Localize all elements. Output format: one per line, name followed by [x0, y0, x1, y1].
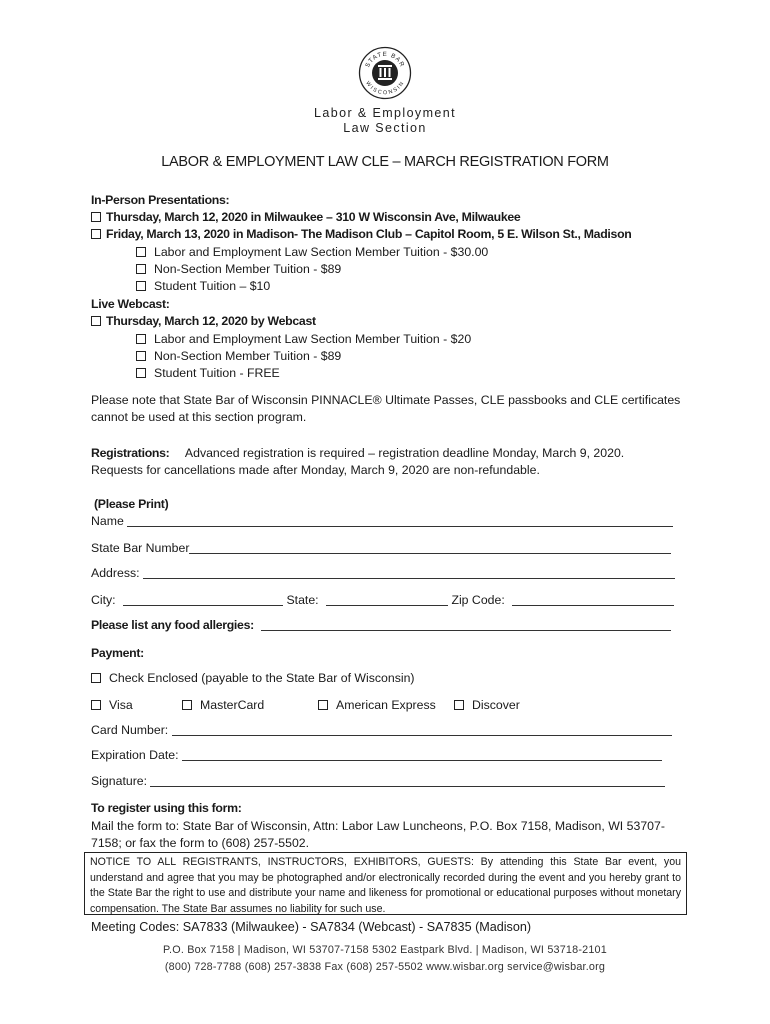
checkbox[interactable] [91, 212, 101, 222]
note-line2: cannot be used at this section program. [91, 410, 307, 424]
name-input-line[interactable] [127, 514, 673, 527]
card-discover-option[interactable]: Discover [454, 697, 520, 714]
zip-input-line[interactable] [512, 593, 674, 606]
tuition-non-member[interactable]: Non-Section Member Tuition - $89 [136, 261, 341, 278]
footer-contact: (800) 728-7788 (608) 257-3838 Fax (608) 257-5502 www.wisbar.org service@wisbar.org [164, 961, 606, 973]
register-heading: To register using this form: [91, 801, 242, 815]
card-number-input-line[interactable] [172, 723, 672, 736]
card-visa-option[interactable]: Visa [91, 697, 133, 714]
checkbox[interactable] [136, 247, 146, 257]
meeting-codes: Meeting Codes: SA7833 (Milwaukee) - SA7834 (Webcast) - SA7835 (Madison) [91, 920, 532, 934]
webcast-tuition-non-member[interactable]: Non-Section Member Tuition - $89 [136, 348, 341, 365]
state-bar-seal-logo [358, 46, 412, 100]
register-line2: 7158; or fax the form to (608) 257-5502. [91, 836, 310, 850]
checkbox[interactable] [136, 368, 146, 378]
checkbox[interactable] [91, 229, 101, 239]
register-line1: Mail the form to: State Bar of Wisconsin, Attn: Labor Law Luncheons, P.O. Box 7158, Madison, WI 53707- [91, 819, 665, 833]
page-title: LABOR & EMPLOYMENT LAW CLE – MARCH REGISTRATION FORM [161, 154, 609, 170]
checkbox[interactable] [136, 351, 146, 361]
note-line1: Please note that State Bar of Wisconsin PINNACLE® Ultimate Passes, CLE passbooks and CLE certificates [91, 393, 681, 407]
card-number-field[interactable]: Card Number: [91, 723, 672, 737]
checkbox[interactable] [91, 316, 101, 326]
payment-heading: Payment: [91, 646, 144, 660]
expiration-date-field[interactable]: Expiration Date: [91, 748, 662, 762]
state-bar-number-field[interactable]: State Bar Number [91, 541, 671, 555]
state-input-line[interactable] [326, 593, 448, 606]
checkbox[interactable] [318, 700, 328, 710]
tuition-student[interactable]: Student Tuition – $10 [136, 278, 270, 295]
food-allergies-input-line[interactable] [261, 618, 671, 631]
webcast-tuition-member[interactable]: Labor and Employment Law Section Member Tuition - $20 [136, 331, 471, 348]
session-webcast[interactable]: Thursday, March 12, 2020 by Webcast [91, 313, 316, 330]
food-allergies-field[interactable]: Please list any food allergies: [91, 618, 671, 632]
footer-address: P.O. Box 7158 | Madison, WI 53707-7158 5302 Eastpark Blvd. | Madison, WI 53718-2101 [163, 944, 607, 956]
state-bar-number-input-line[interactable] [189, 541, 671, 554]
checkbox[interactable] [136, 281, 146, 291]
in-person-heading: In-Person Presentations: [91, 193, 230, 207]
city-input-line[interactable] [123, 593, 283, 606]
checkbox[interactable] [136, 334, 146, 344]
checkbox[interactable] [182, 700, 192, 710]
checkbox[interactable] [91, 700, 101, 710]
registrations-label: Registrations: [91, 446, 170, 460]
webcast-heading: Live Webcast: [91, 297, 170, 311]
name-field[interactable]: Name [91, 514, 673, 528]
webcast-tuition-student[interactable]: Student Tuition - FREE [136, 365, 280, 382]
city-state-zip-row: City: State: Zip Code: [91, 593, 674, 607]
seal-text-top: STATE BAR [364, 50, 406, 69]
tuition-member[interactable]: Labor and Employment Law Section Member Tuition - $30.00 [136, 244, 488, 261]
session-milwaukee[interactable]: Thursday, March 12, 2020 in Milwaukee – 310 W Wisconsin Ave, Milwaukee [91, 209, 520, 226]
card-amex-option[interactable]: American Express [318, 697, 436, 714]
expiration-input-line[interactable] [182, 748, 662, 761]
please-print-label: (Please Print) [94, 497, 169, 511]
signature-input-line[interactable] [150, 774, 665, 787]
address-field[interactable]: Address: [91, 566, 675, 580]
registrations-line1: Registrations: Advanced registration is required – registration deadline Monday, March 9, 2020. [91, 446, 625, 460]
section-name-line1: Labor & Employment [314, 106, 456, 120]
notice-box: NOTICE TO ALL REGISTRANTS, INSTRUCTORS, EXHIBITORS, GUESTS: By attending this State Bar event, you understand and agree that you may be photographed and/or electronically recorded during the event and you hereby grant to the State Bar the right to use and distribute your name and likeness for promotional or educational purposes without monetary compensation. The State Bar assumes no liability for such use. [84, 852, 687, 915]
section-name-line2: Law Section [343, 121, 427, 135]
check-enclosed-option[interactable]: Check Enclosed (payable to the State Bar of Wisconsin) [91, 670, 415, 687]
registrations-line2: Requests for cancellations made after Monday, March 9, 2020 are non-refundable. [91, 463, 540, 477]
signature-field[interactable]: Signature: [91, 774, 665, 788]
seal-text-bottom: WISCONSIN [364, 80, 406, 97]
checkbox[interactable] [136, 264, 146, 274]
checkbox[interactable] [454, 700, 464, 710]
card-mastercard-option[interactable]: MasterCard [182, 697, 264, 714]
address-input-line[interactable] [143, 566, 675, 579]
checkbox[interactable] [91, 673, 101, 683]
session-madison[interactable]: Friday, March 13, 2020 in Madison- The Madison Club – Capitol Room, 5 E. Wilson St., Madison [91, 226, 632, 243]
